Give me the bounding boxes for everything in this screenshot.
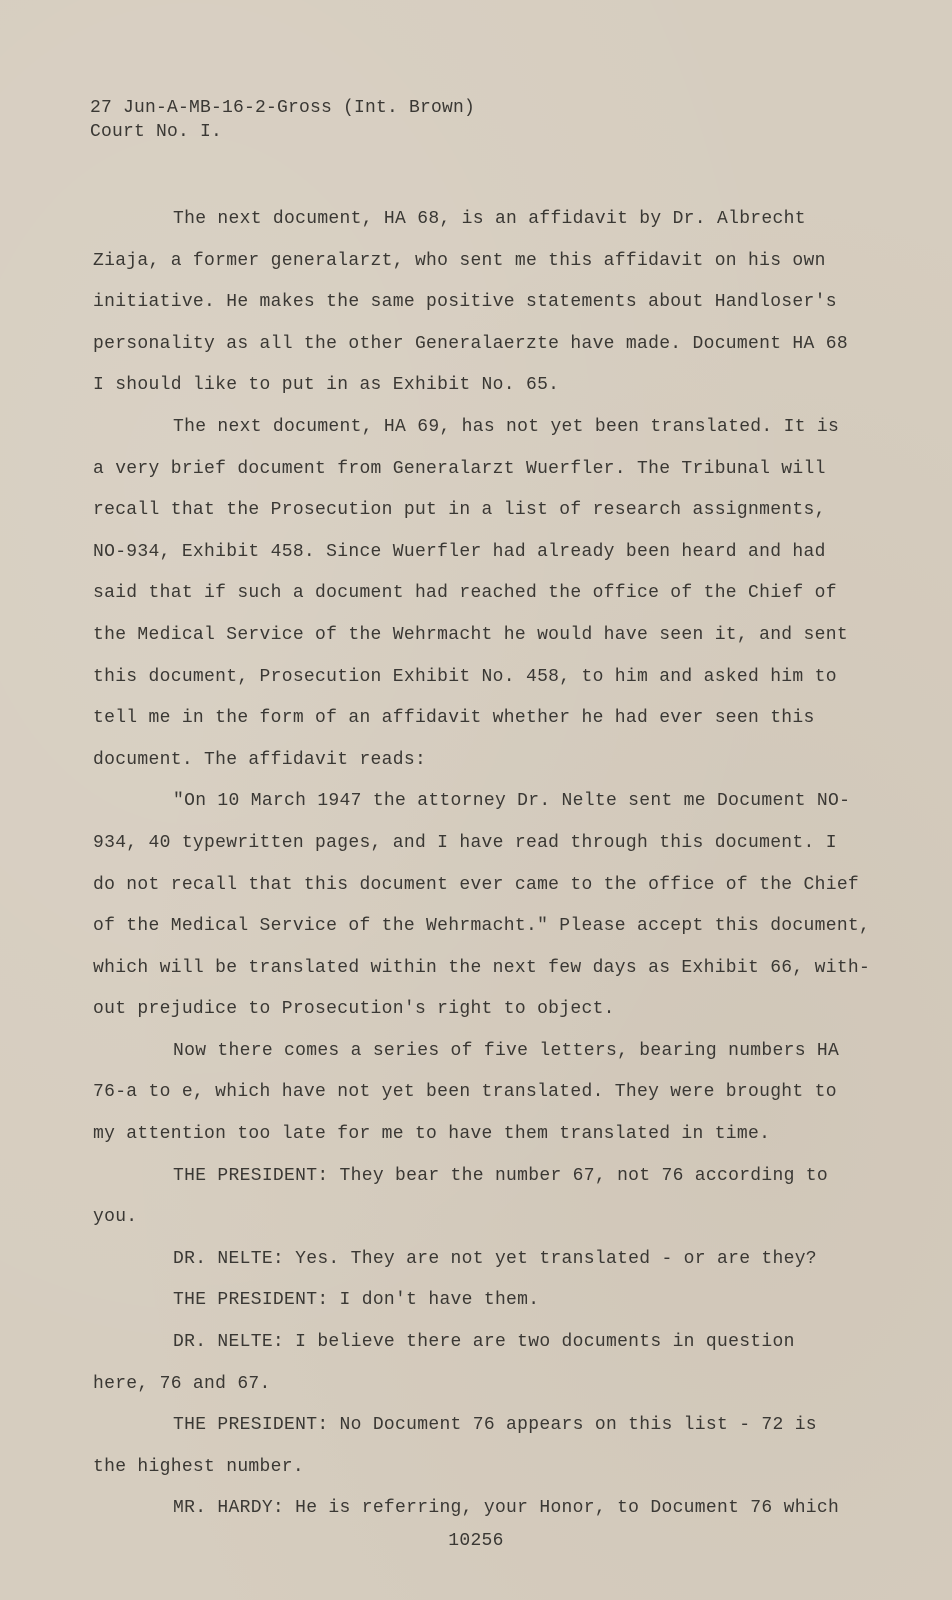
court-number: Court No. I. xyxy=(90,122,223,142)
transcript-line: THE PRESIDENT: No Document 76 appears on this list - 72 is xyxy=(173,1415,817,1436)
transcript-reference: 27 Jun-A-MB-16-2-Gross (Int. Brown) xyxy=(90,98,476,118)
transcript-line: which will be translated within the next few days as Exhibit 66, with- xyxy=(93,957,871,978)
transcript-line: tell me in the form of an affidavit whether he had ever seen this xyxy=(93,708,815,729)
transcript-line: Now there comes a series of five letters, bearing numbers HA xyxy=(173,1040,840,1061)
transcript-line: here, 76 and 67. xyxy=(93,1373,271,1394)
transcript-line: personality as all the other Generalaerzte have made. Document HA 68 xyxy=(93,333,848,354)
transcript-line: do not recall that this document ever came to the office of the Chief xyxy=(93,874,860,895)
transcript-line: DR. NELTE: I believe there are two documents in question xyxy=(173,1332,795,1353)
transcript-line: this document, Prosecution Exhibit No. 458, to him and asked him to xyxy=(93,666,837,687)
transcript-line: my attention too late for me to have them translated in time. xyxy=(93,1124,771,1145)
transcript-line: document. The affidavit reads: xyxy=(93,749,427,770)
transcript-line: Ziaja, a former generalarzt, who sent me this affidavit on his own xyxy=(93,250,826,271)
transcript-line: said that if such a document had reached the office of the Chief of xyxy=(93,583,837,604)
transcript-line: THE PRESIDENT: They bear the number 67, not 76 according to xyxy=(173,1165,829,1186)
transcript-line: 934, 40 typewritten pages, and I have read through this document. I xyxy=(93,832,837,853)
transcript-line: THE PRESIDENT: I don't have them. xyxy=(173,1290,540,1311)
transcript-line: The next document, HA 68, is an affidavit by Dr. Albrecht xyxy=(173,209,806,229)
transcript-line: a very brief document from Generalarzt Wuerfler. The Tribunal will xyxy=(93,458,826,479)
transcript-line: the Medical Service of the Wehrmacht he would have seen it, and sent xyxy=(93,624,848,645)
transcript-line: DR. NELTE: Yes. They are not yet translated - or are they? xyxy=(173,1248,817,1269)
transcript-line: recall that the Prosecution put in a list of research assignments, xyxy=(93,500,826,521)
page-number: 10256 xyxy=(448,1531,504,1551)
transcript-line: out prejudice to Prosecution's right to object. xyxy=(93,999,615,1020)
transcript-line: NO-934, Exhibit 458. Since Wuerfler had already been heard and had xyxy=(93,541,826,562)
transcript-line: 76-a to e, which have not yet been translated. They were brought to xyxy=(93,1082,837,1103)
transcript-line: of the Medical Service of the Wehrmacht." Please accept this document, xyxy=(93,916,871,937)
transcript-line: I should like to put in as Exhibit No. 65. xyxy=(93,375,560,396)
document-header xyxy=(90,96,475,144)
transcript-body xyxy=(93,199,871,1530)
transcript-line: initiative. He makes the same positive statements about Handloser's xyxy=(93,292,837,313)
transcript-line: you. xyxy=(93,1207,138,1228)
transcript-line: MR. HARDY: He is referring, your Honor, to Document 76 which xyxy=(173,1498,840,1519)
transcript-line: The next document, HA 69, has not yet been translated. It is xyxy=(173,416,840,437)
transcript-line: "On 10 March 1947 the attorney Dr. Nelte sent me Document NO- xyxy=(173,791,851,812)
transcript-line: the highest number. xyxy=(93,1456,304,1477)
